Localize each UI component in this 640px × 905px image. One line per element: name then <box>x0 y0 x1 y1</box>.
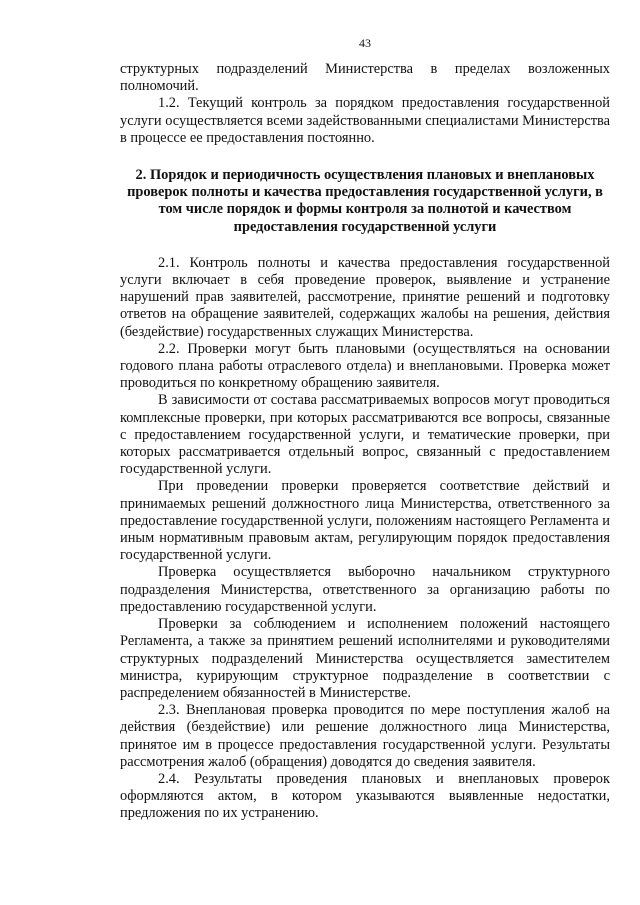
page-number: 43 <box>359 36 371 50</box>
paragraph-regulation-checks: Проверки за соблюдением и исполнением положений настоящего Регламента, а также за принятием решений исполнителями и руководителями структурных подразделений Министерства осуществляется заместителем министра, курирующим структурное подразделение в соответствии с распределением обязанностей в Министерстве. <box>120 616 610 701</box>
paragraph-selective-check: Проверка осуществляется выборочно начальником структурного подразделения Министерства, ответственного за организацию работы по предоставлению государственной услуги. <box>120 564 610 615</box>
paragraph-complex-checks: В зависимости от состава рассматриваемых вопросов могут проводиться комплексные проверки, при которых рассматриваются все вопросы, связанные с предоставлением государственной услуги, и тематические проверки, при которых рассматривается отдельный вопрос, связанный с предоставлением государственной услуги. <box>120 392 610 478</box>
paragraph-2-2: 2.2. Проверки могут быть плановыми (осуществляться на основании годового плана работы отраслевого отдела) и внеплановыми. Проверка может проводиться по конкретному обращению заявителя. <box>120 340 610 392</box>
paragraph-2-1: 2.1. Контроль полноты и качества предоставления государственной услуги включает в себя проведение проверок, выявление и устранение нарушений прав заявителей, рассмотрение, принятие решений и подготовку ответов на обращение заявителей, содержащих жалобы на решения, действия (бездействие) государственных служащих Министерства. <box>120 254 610 340</box>
paragraph-1-2: 1.2. Текущий контроль за порядком предоставления государственной услуги осуществляется всеми задействованными специалистами Министерства в процессе ее предоставления постоянно. <box>120 95 610 146</box>
paragraph-2-3: 2.3. Внеплановая проверка проводится по мере поступления жалоб на действия (бездействие) или решение должностного лица Министерства, принятое им в процессе предоставления государственной услуги. Результаты рассмотрения жалоб (обращения) доводятся до сведения заявителя. <box>120 702 610 770</box>
paragraph-check-compliance: При проведении проверки проверяется соответствие действий и принимаемых решений должностного лица Министерства, ответственного за предоставление государственной услуги, положениям настоящего Регламента и иным нормативным правовым актам, регулирующим порядок предоставления государственной услуги. <box>120 478 610 564</box>
section-heading-2: 2. Порядок и периодичность осуществления плановых и внеплановых проверок полноты и качества предоставления государственной услуги, в том числе порядок и формы контроля за полнотой и качеством предоставления государственной услуги <box>127 167 603 235</box>
paragraph-2-4: 2.4. Результаты проведения плановых и внеплановых проверок оформляются актом, в котором указываются выявленные недостатки, предложения по их устранению. <box>120 770 610 822</box>
paragraph-continuation: структурных подразделений Министерства в пределах возложенных полномочий. <box>120 61 610 95</box>
